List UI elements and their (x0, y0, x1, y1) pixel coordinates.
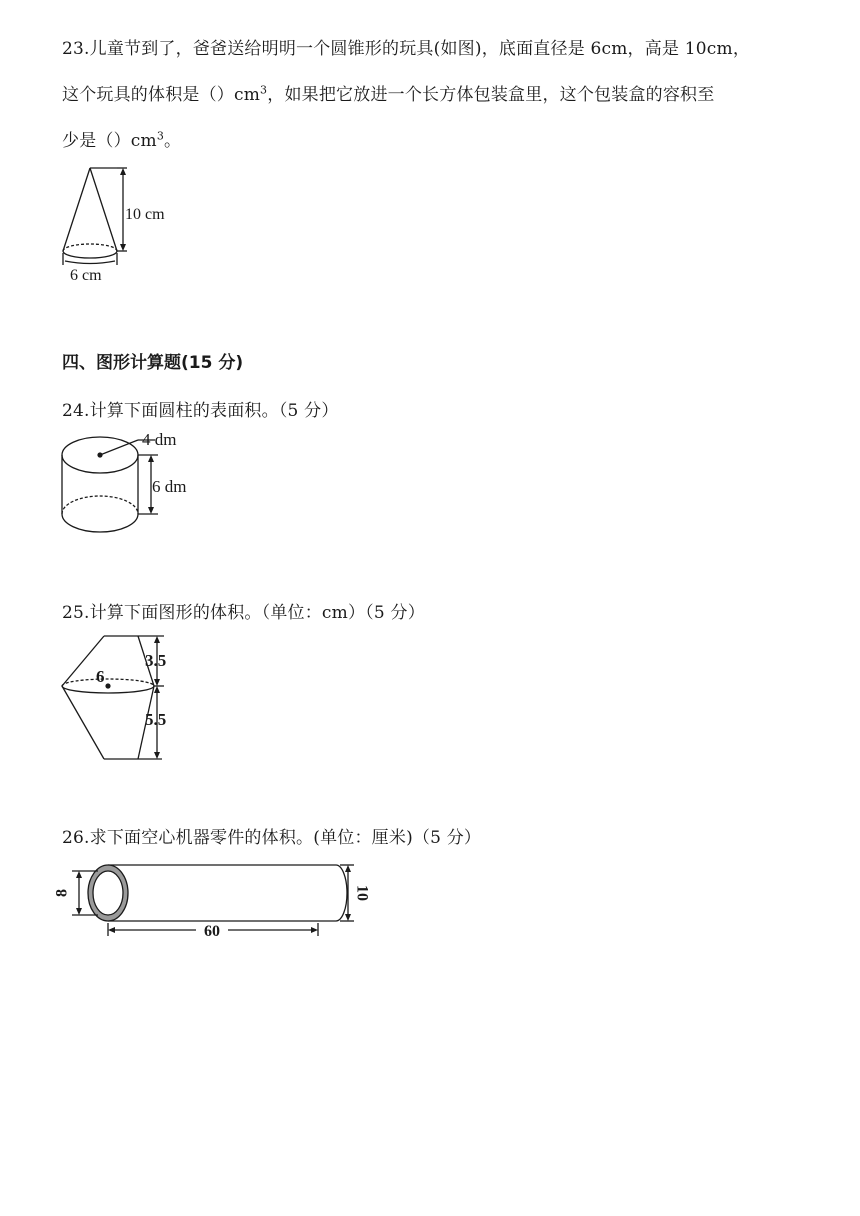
cone-right-edge (90, 168, 117, 251)
length-label: 60 (204, 923, 220, 940)
q23-line-3 (62, 126, 181, 151)
inner-diameter-label: 8 (53, 889, 71, 897)
cylinder-radius-label: 4 dm (142, 430, 177, 449)
q25-text: 25.计算下面图形的体积。（单位：cm）（5 分） (62, 603, 425, 623)
q24-text: 24.计算下面圆柱的表面积。（5 分） (62, 401, 339, 421)
cylinder-figure (58, 428, 218, 538)
section-heading: 四、图形计算题(15 分) (62, 353, 244, 373)
pipe-far-end (336, 865, 347, 921)
cone-left-edge (63, 168, 90, 251)
q23-line-2-pre: 这个玩具的体积是（）cm (62, 85, 261, 105)
cone-diameter-label: 6 cm (70, 267, 102, 284)
q23-line-3-sup: 3 (156, 129, 165, 143)
bottom-cone-left-edge (62, 686, 104, 759)
double-cone-figure (58, 632, 198, 767)
cylinder-height-label: 6 dm (152, 477, 187, 496)
top-height-label: 3.5 (145, 651, 167, 670)
cylinder-radius-line (100, 440, 138, 455)
q23-line-2 (62, 80, 714, 105)
q23-line-2-sup: 3 (260, 83, 268, 97)
cylinder-bottom-front (62, 514, 138, 532)
cylinder-center-dot (97, 452, 102, 457)
hollow-cylinder-figure (53, 858, 376, 948)
cone-height-label: 10 cm (125, 206, 165, 223)
q23-line-2-post: ，如果把它放进一个长方体包装盒里，这个包装盒的容积至 (267, 85, 715, 105)
q23-line-3-pre: 少是（）cm (62, 131, 157, 151)
bottom-height-label: 5.5 (145, 710, 167, 729)
cylinder-bottom-back (62, 496, 138, 514)
outer-diameter-label: 10 (353, 885, 371, 901)
double-cone-center-dot (105, 683, 110, 688)
double-cone-diameter-label: 6 (96, 667, 105, 686)
q26-text: 26.求下面空心机器零件的体积。(单位：厘米)（5 分） (62, 828, 482, 848)
cone-diameter-arrow (65, 261, 115, 264)
cone-base-front (63, 251, 117, 258)
q23-line-3-post: 。 (164, 131, 182, 151)
pipe-inner-hole (93, 871, 123, 915)
cone-figure (55, 160, 195, 285)
q23-line-1: 23.儿童节到了，爸爸送给明明一个圆锥形的玩具(如图)，底面直径是 6cm，高是 10cm， (62, 39, 751, 59)
cone-base-back (63, 244, 117, 251)
